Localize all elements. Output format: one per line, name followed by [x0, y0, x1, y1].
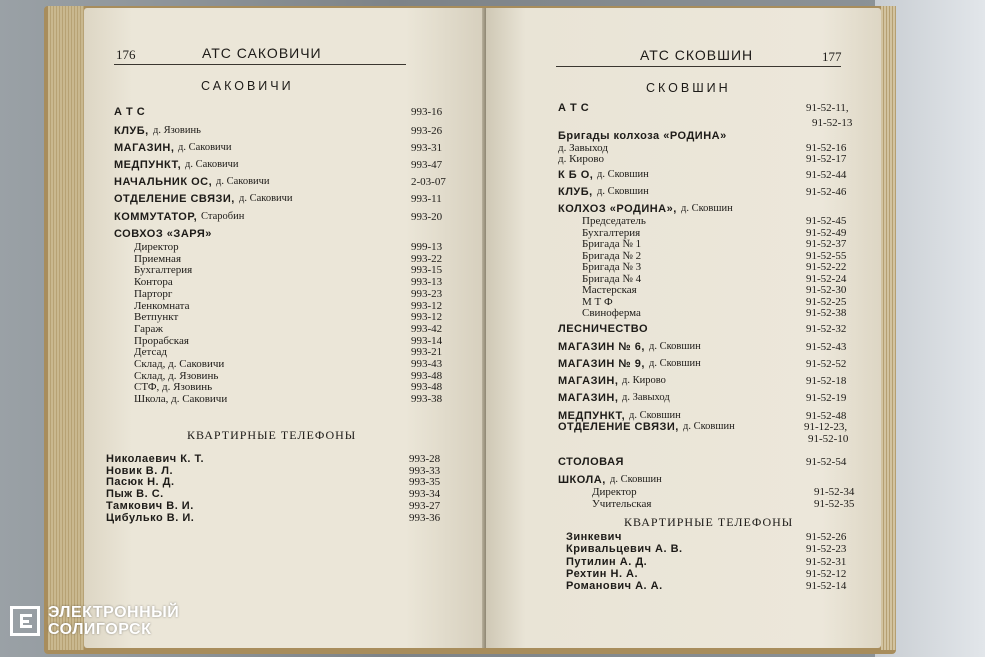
entry-number: 993-12: [411, 311, 443, 324]
entry-detail: д. Саковичи: [239, 193, 293, 204]
entry-number: 91-52-19: [806, 392, 847, 404]
entry-name: Склад, д. Саковичи: [134, 358, 225, 370]
entry-number: 993-23: [411, 287, 443, 300]
entry-name: МАГАЗИН № 6,: [558, 341, 645, 353]
entry-detail: д. Сковшин: [597, 169, 649, 180]
entry-name: Зинкевич: [566, 531, 622, 543]
entry-number: 91-52-25: [806, 295, 847, 308]
entry-number: 91-52-48: [806, 410, 847, 422]
entry-name: Детсад: [134, 346, 167, 359]
entry-number: 91-52-35: [814, 498, 855, 510]
apartment-phones-title: КВАРТИРНЫЕ ТЕЛЕФОНЫ: [187, 428, 357, 442]
entry-number: 993-31: [411, 142, 443, 154]
entry-number: 91-12-23,: [804, 421, 848, 433]
entry-number: 993-11: [411, 193, 442, 205]
entry-number: 91-52-23: [806, 543, 847, 556]
entry-number: 91-52-55: [806, 249, 847, 262]
entry-name: МАГАЗИН,: [558, 375, 619, 387]
entry-name: Ленкомната: [134, 299, 190, 312]
entry-number: 91-52-31: [806, 555, 847, 568]
entry-name: Мастерская: [582, 284, 637, 296]
entry-detail: д. Саковичи: [216, 176, 270, 187]
entry-name: д. Кирово: [558, 153, 604, 165]
entry-number: 2-03-07: [411, 176, 446, 188]
entry-name: д. Завыход: [558, 142, 608, 154]
entry-detail: д. Сковшин: [649, 341, 701, 352]
entry-number: 993-28: [409, 453, 441, 465]
entry-number: 993-12: [411, 299, 443, 312]
entry-name: МАГАЗИН,: [114, 142, 175, 154]
page-header: АТС САКОВИЧИ: [202, 45, 322, 61]
right-page: [486, 8, 881, 648]
entry-number: 91-52-24: [806, 272, 847, 285]
entry-detail: д. Саковичи: [185, 159, 239, 170]
entry-number: 91-52-30: [806, 284, 847, 296]
entry-name: Приемная: [134, 252, 182, 265]
entry-name: КЛУБ,: [558, 186, 593, 198]
entry-name: Директор: [592, 486, 637, 498]
entry-number: 91-52-34: [814, 486, 855, 498]
entry-name: Новик В. Л.: [106, 464, 174, 477]
entry-number: 91-52-46: [806, 186, 847, 198]
entry-name: Бухгалтерия: [134, 264, 193, 277]
entry-name: Контора: [134, 276, 173, 289]
entry-name: Пыж В. С.: [106, 488, 164, 501]
entry-number: 993-48: [411, 369, 443, 382]
e-logo-icon: [10, 606, 40, 636]
entry-name: Бригада № 4: [582, 272, 642, 285]
entry-name: СТОЛОВАЯ: [558, 456, 624, 468]
entry-number: 91-52-32: [806, 323, 847, 335]
watermark-line-2: СОЛИГОРСК: [48, 621, 152, 638]
page-number: 176: [116, 47, 136, 62]
entry-name: НАЧАЛЬНИК ОС,: [114, 176, 213, 188]
entry-number: 993-21: [411, 346, 443, 359]
entry-name: МАГАЗИН,: [558, 392, 619, 404]
entry-name: Николаевич К. Т.: [106, 453, 205, 465]
page-header: АТС СКОВШИН: [640, 47, 754, 63]
entry-number: 993-27: [409, 499, 441, 512]
entry-number: 993-22: [411, 252, 443, 265]
entry-number: 91-52-16: [806, 142, 847, 154]
entry-number: 91-52-11,: [806, 102, 849, 114]
entry-number: 993-15: [411, 264, 443, 277]
entry-detail: д. Сковшин: [681, 203, 733, 214]
entry-number: 91-52-13: [812, 117, 853, 129]
entry-detail: д. Сковшин: [629, 410, 681, 421]
entry-name: Школа, д. Саковичи: [134, 393, 228, 406]
entry-name: Бригада № 2: [582, 249, 642, 262]
section-title: САКОВИЧИ: [201, 79, 294, 93]
entry-detail: д. Язовинь: [153, 125, 201, 136]
entry-name: Тамкович В. И.: [106, 499, 194, 512]
entry-name: Бригада № 3: [582, 261, 642, 273]
entry-number: 91-52-44: [806, 169, 847, 181]
entry-name: Парторг: [134, 287, 173, 300]
entry-number: 993-13: [411, 276, 443, 289]
entry-name: Директор: [134, 241, 179, 253]
entry-number: 993-43: [411, 358, 443, 370]
entry-name: Склад, д. Язовинь: [134, 369, 219, 382]
entry-number: 993-26: [411, 125, 443, 137]
entry-name: Романович А. А.: [566, 580, 663, 593]
entry-name: МЕДПУНКТ,: [114, 159, 182, 171]
entry-name: МЕДПУНКТ,: [558, 410, 626, 422]
entry-detail: Старобин: [201, 211, 245, 222]
entry-name: ОТДЕЛЕНИЕ СВЯЗИ,: [114, 193, 235, 205]
entry-number: 993-36: [409, 511, 441, 524]
apartment-phones-title: КВАРТИРНЫЕ ТЕЛЕФОНЫ: [624, 515, 794, 529]
entry-name: МАГАЗИН № 9,: [558, 358, 645, 370]
entry-name: Ветпункт: [134, 311, 179, 324]
watermark-logo: [10, 604, 179, 638]
entry-name: Учительская: [592, 498, 652, 510]
entry-number: 91-52-14: [806, 580, 847, 593]
left-page: [84, 8, 486, 648]
entry-detail: д. Сковшин: [649, 358, 701, 369]
entry-number: 993-48: [411, 381, 443, 394]
entry-detail: д. Саковичи: [178, 142, 232, 153]
entry-name: СОВХОЗ «ЗАРЯ»: [114, 228, 212, 240]
entry-name: М Т Ф: [582, 295, 613, 308]
entry-number: 91-52-12: [806, 567, 847, 580]
entry-name: КОММУТАТОР,: [114, 211, 198, 223]
entry-number: 91-52-26: [806, 531, 847, 543]
page-number: 177: [822, 49, 842, 64]
entry-number: 993-16: [411, 106, 443, 118]
entry-name: А Т С: [558, 102, 590, 114]
entry-number: 91-52-45: [806, 215, 847, 227]
entry-number: 993-33: [409, 464, 441, 477]
entry-name: ОТДЕЛЕНИЕ СВЯЗИ,: [558, 421, 679, 433]
entry-name: ЛЕСНИЧЕСТВО: [558, 323, 649, 335]
entry-number: 91-52-10: [808, 433, 849, 445]
entry-number: 993-20: [411, 211, 443, 223]
entry-number: 91-52-22: [806, 261, 847, 273]
entry-name: Гараж: [134, 322, 163, 335]
entry-name: Рехтин Н. А.: [566, 567, 639, 580]
entry-name: Путилин А. Д.: [566, 555, 648, 568]
entry-number: 91-52-37: [806, 238, 847, 250]
entry-name: Пасюк Н. Д.: [106, 476, 175, 489]
entry-number: 91-52-49: [806, 226, 847, 239]
entry-number: 993-34: [409, 488, 441, 501]
entry-number: 91-52-18: [806, 375, 847, 387]
entry-name: Кривальцевич А. В.: [566, 543, 683, 556]
watermark-line-1: ЭЛЕКТРОННЫЙ: [48, 604, 180, 621]
entry-detail: д. Сковшин: [683, 421, 735, 432]
entry-name: КЛУБ,: [114, 125, 149, 137]
entry-name: Бригады колхоза «РОДИНА»: [558, 130, 727, 142]
entry-number: 91-52-54: [806, 456, 847, 468]
entry-name: А Т С: [114, 106, 146, 118]
entry-name: К Б О,: [558, 169, 594, 181]
entry-number: 91-52-52: [806, 358, 847, 370]
entry-name: КОЛХОЗ «РОДИНА»,: [558, 203, 677, 215]
entry-detail: д. Сковшин: [610, 474, 662, 485]
open-book: [44, 6, 896, 654]
entry-name: ШКОЛА,: [558, 474, 606, 486]
entry-detail: д. Кирово: [622, 375, 666, 386]
entry-name: Свиноферма: [582, 307, 641, 319]
entry-number: 993-38: [411, 393, 443, 406]
entry-number: 993-35: [409, 476, 441, 489]
entry-number: 993-47: [411, 159, 443, 171]
entry-name: СТФ, д. Язовинь: [134, 381, 213, 394]
entry-detail: д. Сковшин: [597, 186, 649, 197]
entry-name: Прорабская: [134, 334, 189, 347]
entry-number: 91-52-17: [806, 153, 847, 165]
entry-number: 999-13: [411, 241, 443, 253]
entry-name: Бригада № 1: [582, 238, 642, 250]
entry-name: Бухгалтерия: [582, 226, 641, 239]
entry-detail: д. Завыход: [622, 392, 670, 403]
entry-number: 993-14: [411, 334, 443, 347]
entry-number: 91-52-43: [806, 341, 847, 353]
section-title: СКОВШИН: [646, 81, 731, 95]
entry-name: Председатель: [582, 215, 646, 227]
entry-number: 993-42: [411, 322, 443, 335]
entry-number: 91-52-38: [806, 307, 847, 319]
entry-name: Цибулько В. И.: [106, 511, 195, 524]
